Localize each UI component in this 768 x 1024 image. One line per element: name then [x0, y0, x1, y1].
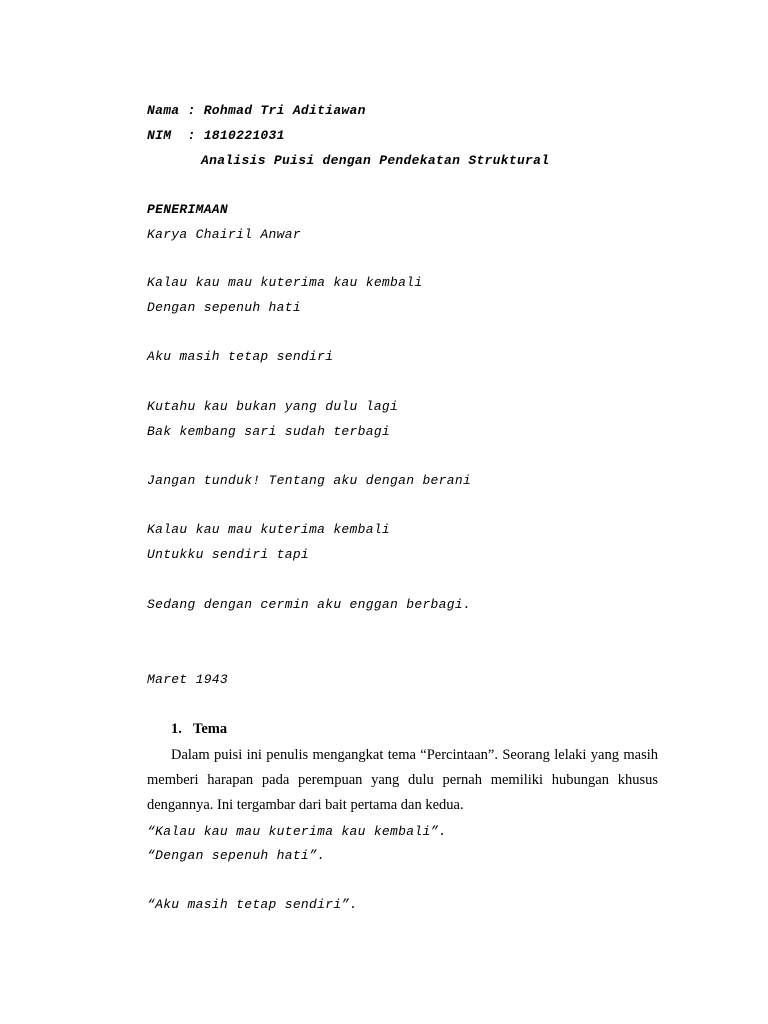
- student-name: Nama : Rohmad Tri Aditiawan: [147, 103, 366, 118]
- poem-title: PENERIMAAN: [147, 202, 229, 217]
- student-nim: NIM : 1810221031: [147, 128, 285, 143]
- poem-line: Sedang dengan cermin aku enggan berbagi.: [147, 597, 472, 612]
- document-title: Analisis Puisi dengan Pendekatan Struktural: [201, 153, 550, 168]
- analysis-paragraph: Dalam puisi ini penulis mengangkat tema “Percintaan”. Seorang lelaki yang masih memberi harapan pada perempuan yang dulu pernah memiliki hubungan khusus dengannya. Ini tergambar dari bait pertama dan kedua.: [147, 747, 658, 813]
- poem-line: Kalau kau mau kuterima kembali: [147, 522, 391, 537]
- quote-line: “Dengan sepenuh hati”.: [147, 848, 326, 863]
- section-title: Tema: [193, 721, 228, 737]
- poem-author: Karya Chairil Anwar: [147, 227, 301, 242]
- poem-line: Untukku sendiri tapi: [147, 547, 310, 562]
- poem-line: Dengan sepenuh hati: [147, 300, 301, 315]
- poem-line: Bak kembang sari sudah terbagi: [147, 424, 391, 439]
- poem-date: Maret 1943: [147, 672, 229, 687]
- poem-line: Jangan tunduk! Tentang aku dengan berani: [147, 473, 472, 488]
- quote-line: “Kalau kau mau kuterima kau kembali”.: [147, 824, 447, 839]
- poem-line: Kutahu kau bukan yang dulu lagi: [147, 399, 399, 414]
- poem-line: Aku masih tetap sendiri: [147, 349, 334, 364]
- quote-line: “Aku masih tetap sendiri”.: [147, 897, 358, 912]
- section-number: 1.: [171, 721, 182, 737]
- poem-line: Kalau kau mau kuterima kau kembali: [147, 275, 423, 290]
